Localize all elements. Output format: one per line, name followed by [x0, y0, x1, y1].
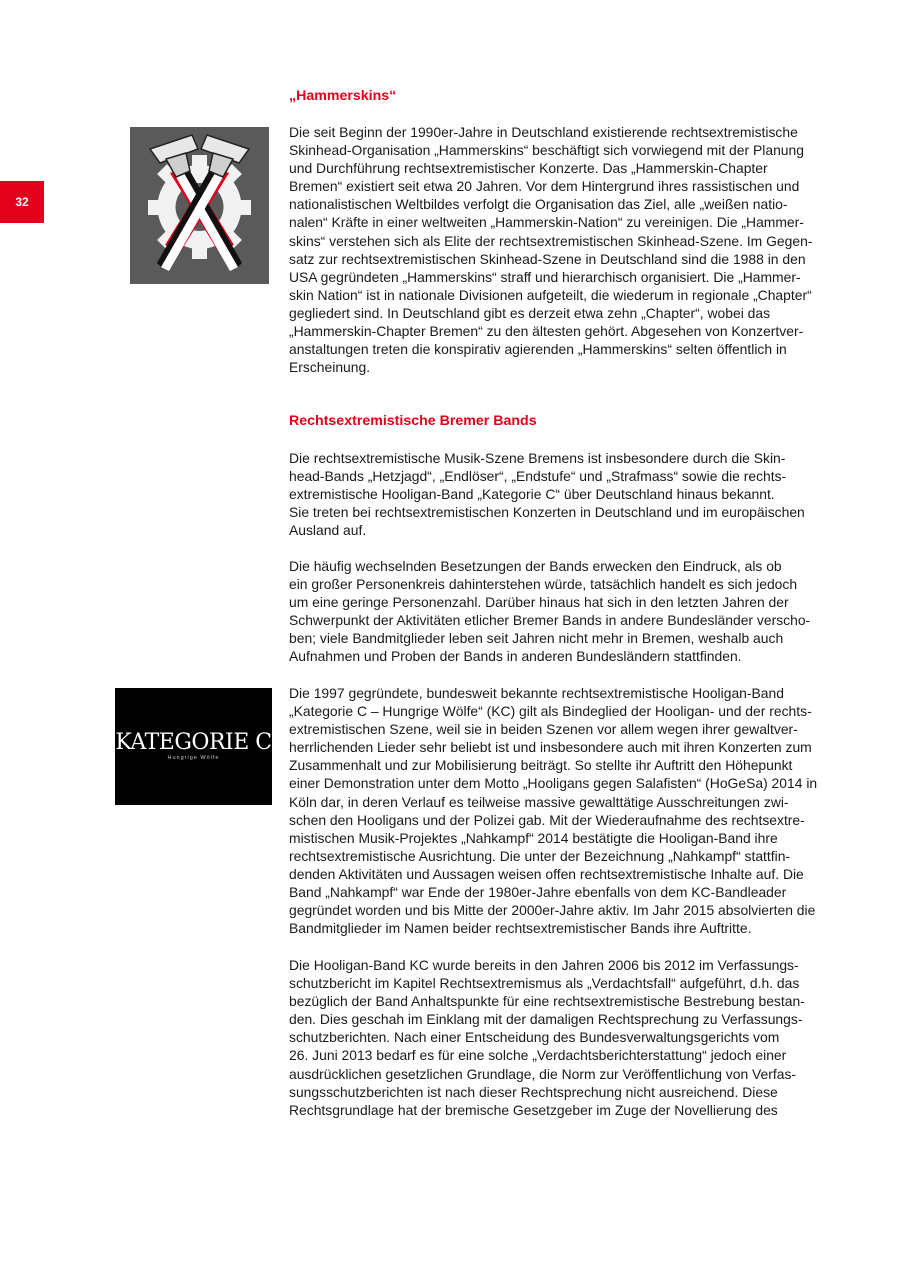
text-line: Ausland auf. — [289, 522, 367, 539]
kategorie-c-logo-subtitle: Hungrige Wölfe — [167, 755, 220, 761]
bands-heading: Rechtsextremistische Bremer Bands — [289, 413, 537, 429]
text-line: Die Hooligan-Band KC wurde bereits in den Jahren 2006 bis 2012 im Verfassungs- — [289, 957, 799, 973]
text-line: nationalistischen Weltbildes verfolgt die Organisation das Ziel, alle „weißen natio- — [289, 196, 788, 213]
text-line: satz zur rechtsextremistischen Skinhead-Szene in Deutschland sind die 1988 in den — [289, 250, 806, 267]
text-line: „Hammerskin-Chapter Bremen“ zu den ältesten gehört. Abgesehen von Konzertver- — [289, 323, 804, 340]
text-line: extremistische Hooligan-Band „Kategorie C“ über Deutschland hinaus bekannt. — [289, 486, 775, 503]
paragraph — [289, 557, 835, 666]
text-line: und Durchführung rechtsextremistischer Konzerte. Das „Hammerskin-Chapter — [289, 160, 768, 177]
bands-paragraph-3 — [289, 684, 835, 937]
hammerskins-paragraph — [289, 123, 835, 376]
text-line: mistischen Musik-Projektes „Nahkampf“ 2014 bestätigte die Hooligan-Band ihre — [289, 829, 778, 846]
text-line: anstaltungen treten die konspirativ agierenden „Hammerskins“ selten öffentlich in — [289, 341, 787, 358]
text-line: sungsschutzberichten ist nach dieser Rechtsprechung nicht ausreichend. Diese — [289, 1083, 778, 1100]
text-line: ein großer Personenkreis dahinterstehen würde, tatsächlich handelt es sich jedoch — [289, 576, 798, 593]
bands-section — [289, 412, 835, 430]
kategorie-c-logo-title: KATEGORIE C — [115, 730, 272, 755]
text-line: rechtsextremistische Ausrichtung. Die unter der Bezeichnung „Nahkampf“ stattfin- — [289, 847, 791, 864]
text-line: Bremen“ existiert seit etwa 20 Jahren. Vor dem Hintergrund ihres rassistischen und — [289, 178, 800, 195]
text-line: Aufnahmen und Proben der Bands in anderen Bundesländern stattfinden. — [289, 648, 742, 665]
bands-paragraph-1 — [289, 449, 835, 539]
paragraph — [289, 123, 835, 376]
text-line: bezüglich der Band Anhaltspunkte für eine rechtsextremistische Bestrebung bestan- — [289, 993, 805, 1010]
text-line: Rechtsgrundlage hat der bremische Gesetzgeber im Zuge der Novellierung des — [289, 1101, 778, 1118]
text-line: gegliedert sind. In Deutschland gibt es derzeit etwa zehn „Chapter“, wobei das — [289, 304, 771, 321]
text-line: Schwerpunkt der Aktivitäten etlicher Bremer Bands in andere Bundesländer verscho- — [289, 612, 811, 629]
text-line: Zusammenhalt und zur Mobilisierung beiträgt. So stellte ihr Auftritt den Höhepunkt — [289, 757, 793, 774]
text-line: USA gegründeten „Hammerskins“ straff und hierarchisch organisiert. Die „Hammer- — [289, 268, 801, 285]
text-line: skins“ verstehen sich als Elite der rechtsextremistischen Skinhead-Szene. Im Gegen- — [289, 232, 813, 249]
text-line: den. Dies geschah im Einklang mit der damaligen Rechtsprechung zu Verfassungs- — [289, 1011, 803, 1028]
text-line: skin Nation“ ist in nationale Divisionen aufgeteilt, die wiederum in regionale „Chapter“ — [289, 286, 812, 303]
text-line: Skinhead-Organisation „Hammerskins“ beschäftigt sich vorwiegend mit der Planung — [289, 142, 804, 159]
text-line: gegründet worden und bis Mitte der 2000er-Jahre aktiv. Im Jahr 2015 absolvierten die — [289, 902, 816, 919]
text-line: schen den Hooligans und der Polizei gab. Mit der Wiederaufnahme des rechtsextre- — [289, 811, 805, 828]
text-line: nalen“ Kräfte in einer weltweiten „Hammerskin-Nation“ zu vereinigen. Die „Hammer- — [289, 214, 804, 231]
text-line: ben; viele Bandmitglieder leben seit Jahren nicht mehr in Bremen, weshalb auch — [289, 630, 784, 647]
text-line: denden Aktivitäten und Aussagen weisen offen rechtsextremistische Inhalte auf. Die — [289, 865, 804, 882]
hammerskins-section — [289, 87, 835, 105]
bands-paragraph-4 — [289, 956, 835, 1119]
text-line: Band „Nahkampf“ war Ende der 1980er-Jahre ebenfalls von dem KC-Bandleader — [289, 884, 787, 901]
hammerskins-logo-image — [130, 127, 269, 284]
bands-paragraph-2 — [289, 557, 835, 666]
text-line: um eine geringe Personenzahl. Darüber hinaus hat sich in den letzten Jahren der — [289, 594, 789, 611]
page-number-tab — [0, 181, 44, 223]
text-line: Sie treten bei rechtsextremistischen Konzerten in Deutschland und im europäischen — [289, 504, 805, 521]
text-line: 26. Juni 2013 bedarf es für eine solche „Verdachtsberichterstattung“ jedoch einer — [289, 1047, 787, 1064]
page-number: 32 — [15, 195, 29, 209]
text-line: Die seit Beginn der 1990er-Jahre in Deutschland existierende rechtsextremistische — [289, 124, 798, 140]
text-line: extremistischen Szene, weil sie in beiden Szenen vor allem wegen ihrer gewaltver- — [289, 721, 798, 738]
paragraph — [289, 449, 835, 539]
text-line: Erscheinung. — [289, 359, 371, 376]
kategorie-c-logo-image — [115, 688, 272, 805]
text-line: herrlichenden Lieder sehr beliebt ist und insbesondere auch mit ihren Konzerten zum — [289, 739, 812, 756]
paragraph — [289, 956, 835, 1119]
text-line: „Kategorie C – Hungrige Wölfe“ (KC) gilt als Bindeglied der Hooligan- und der rechts- — [289, 703, 812, 720]
text-line: Die 1997 gegründete, bundesweit bekannte rechtsextremistische Hooligan-Band — [289, 685, 784, 701]
text-line: Die rechtsextremistische Musik-Szene Bremens ist insbesondere durch die Skin- — [289, 450, 786, 466]
text-line: schutzbericht im Kapitel Rechtsextremismus als „Verdachtsfall“ aufgeführt, d.h. das — [289, 975, 800, 992]
text-line: einer Demonstration unter dem Motto „Hooligans gegen Salafisten“ (HoGeSa) 2014 in — [289, 775, 818, 792]
text-line: Die häufig wechselnden Besetzungen der Bands erwecken den Eindruck, als ob — [289, 558, 782, 574]
hammerskins-heading: „Hammerskins“ — [289, 88, 397, 104]
crossed-hammers-icon — [130, 127, 269, 284]
text-line: Bandmitglieder im Namen beider rechtsextremistischer Bands ihre Auftritte. — [289, 920, 752, 937]
text-line: Köln dar, in deren Verlauf es teilweise massive gewalttätige Ausschreitungen zwi- — [289, 793, 789, 810]
text-line: schutzberichten. Nach einer Entscheidung des Bundesverwaltungsgerichts vom — [289, 1029, 780, 1046]
text-line: ausdrücklichen gesetzlichen Grundlage, die Norm zur Veröffentlichung von Verfas- — [289, 1065, 797, 1082]
text-line: head-Bands „Hetzjagd“, „Endlöser“, „Endstufe“ und „Strafmass“ sowie die rechts- — [289, 468, 787, 485]
paragraph — [289, 684, 835, 937]
